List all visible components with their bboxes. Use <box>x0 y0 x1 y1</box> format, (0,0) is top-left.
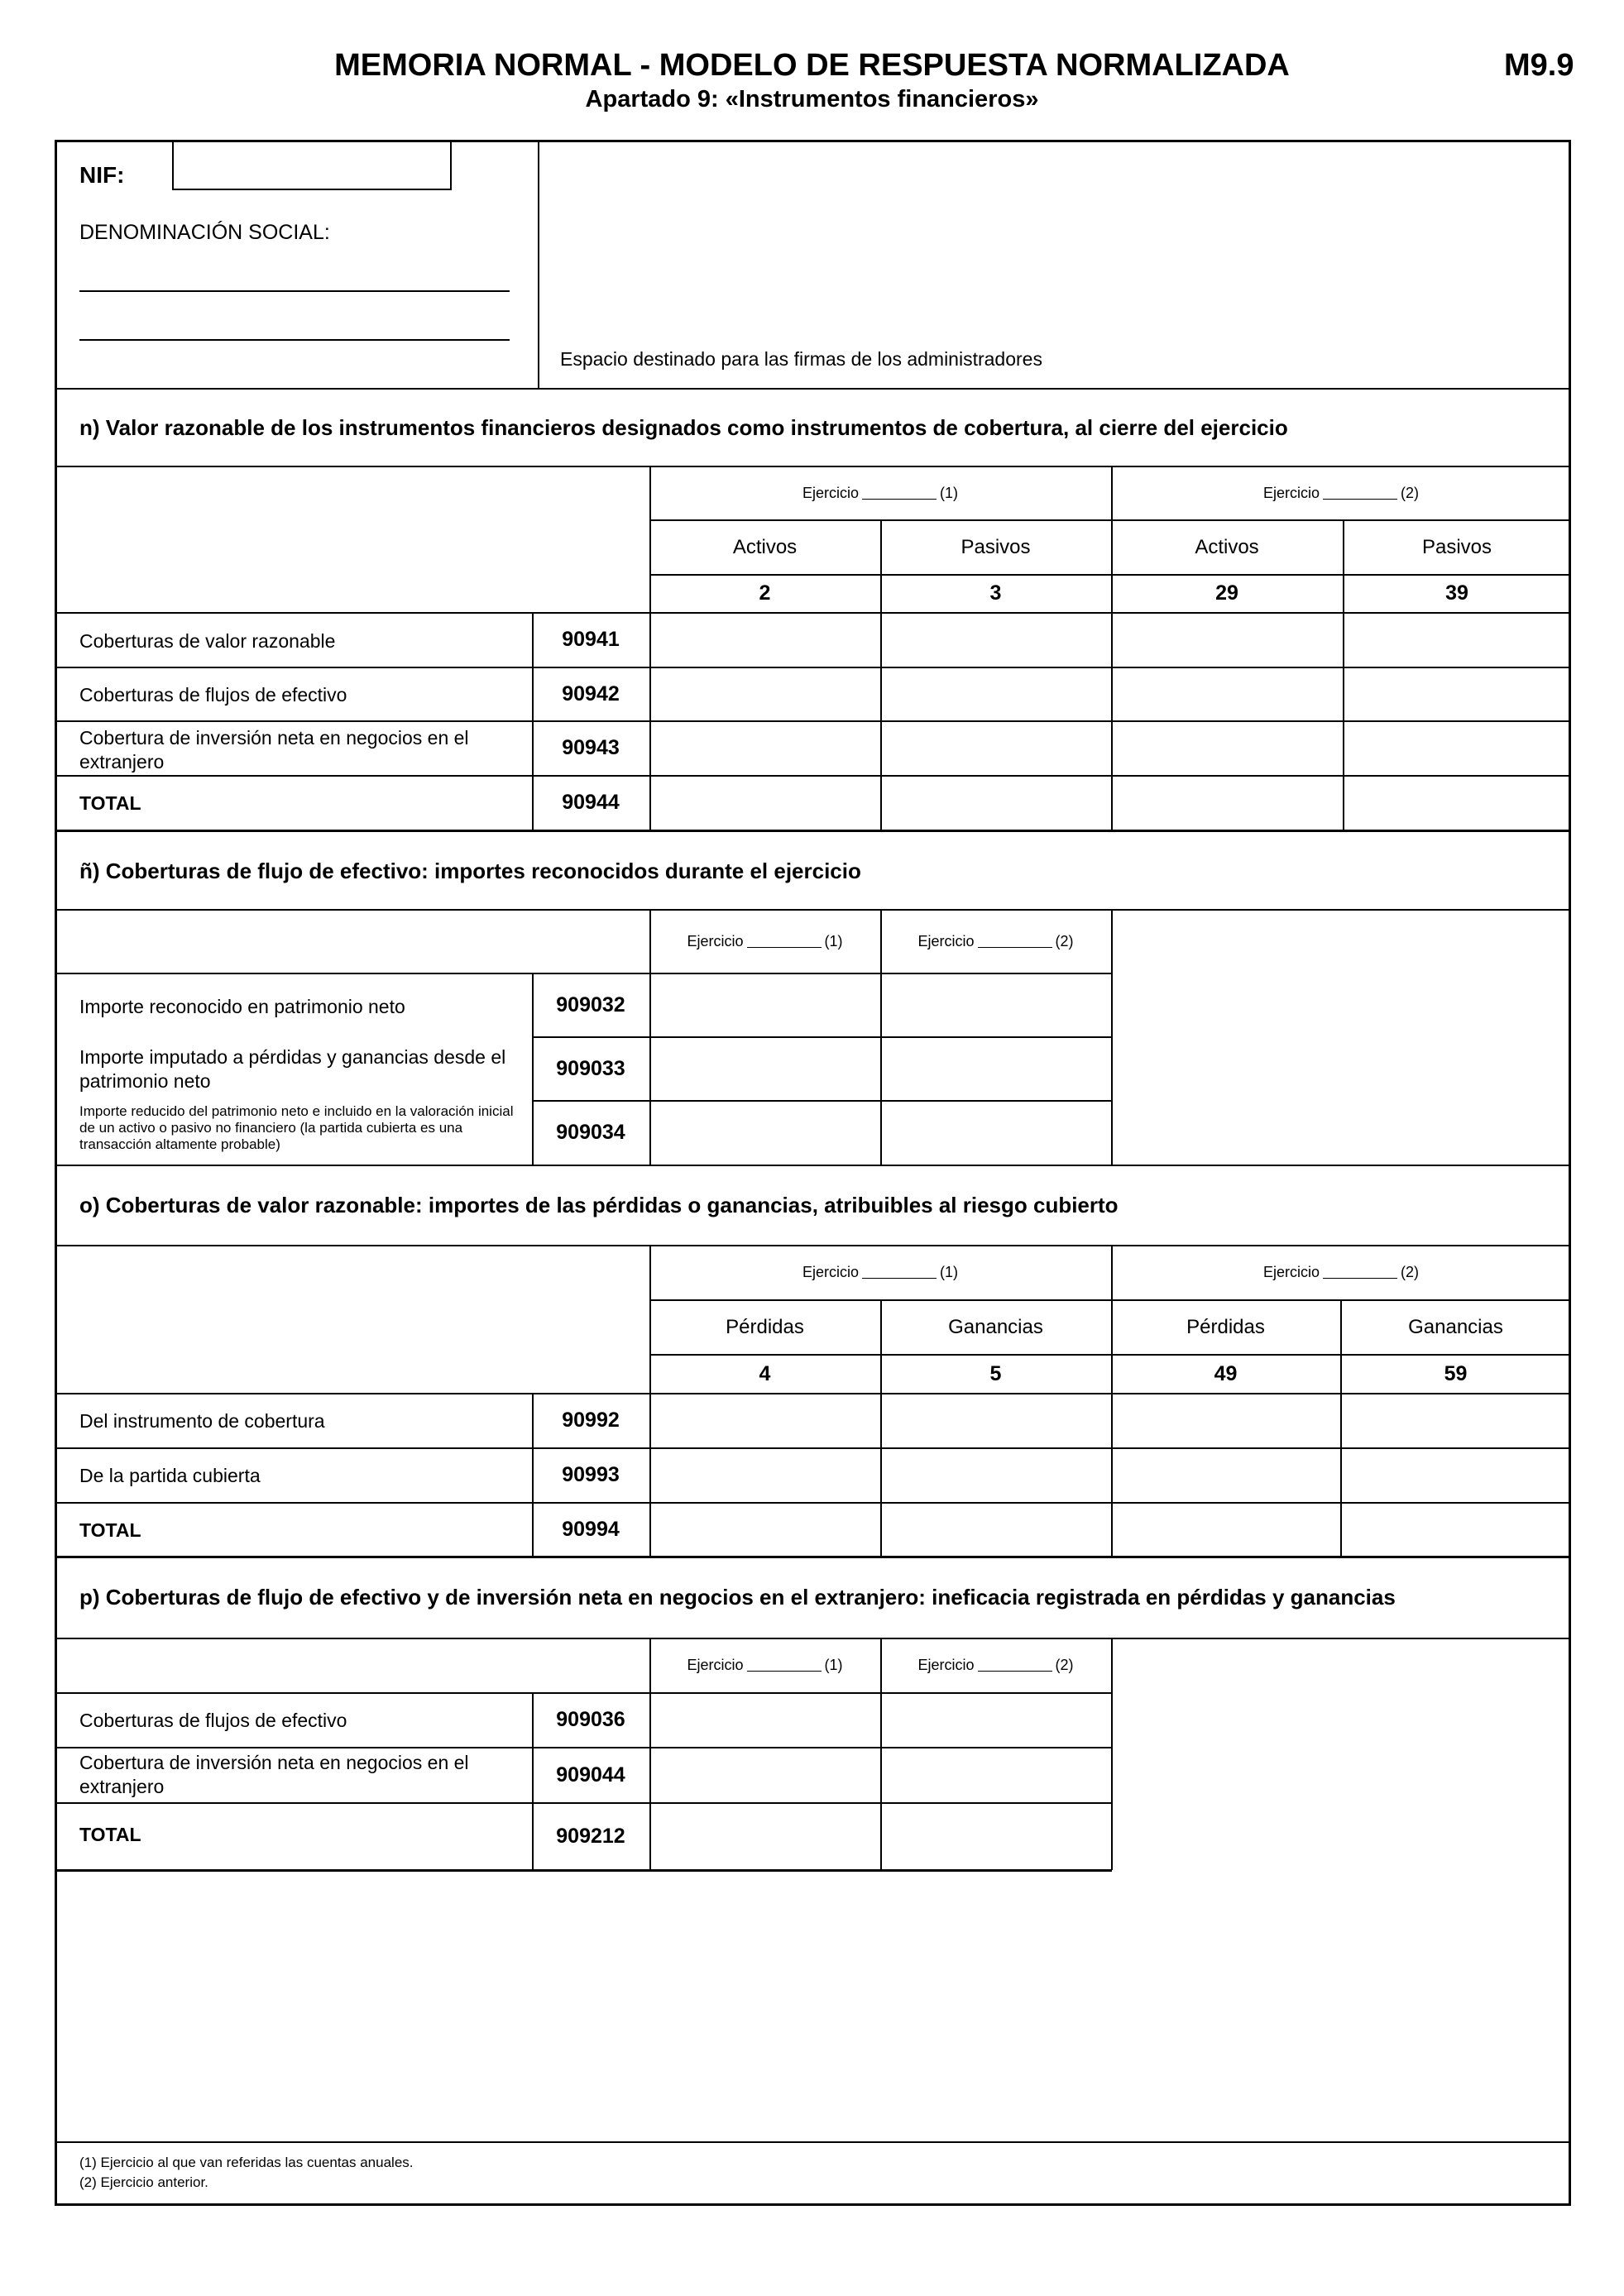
row-code: 90993 <box>562 1463 620 1486</box>
col-code: 2 <box>759 581 771 605</box>
divider <box>55 1165 1571 1166</box>
grid-line <box>1111 1638 1113 1870</box>
ejercicio-1-header: Ejercicio (1) <box>802 484 959 501</box>
nif-field[interactable] <box>172 140 452 190</box>
ejercicio-blank[interactable] <box>1323 1266 1397 1279</box>
row-code: 909033 <box>556 1056 625 1080</box>
section-o-input-grid[interactable] <box>651 1394 1569 1555</box>
col-code: 4 <box>759 1361 771 1385</box>
row-code: 909212 <box>556 1824 625 1848</box>
ejercicio-blank[interactable] <box>978 935 1052 948</box>
ejercicio-blank[interactable] <box>747 935 822 948</box>
footnote-1: (1) Ejercicio al que van referidas las cuentas anuales. <box>79 2155 414 2170</box>
col-code: 3 <box>989 581 1002 605</box>
ejercicio-blank[interactable] <box>747 1659 822 1672</box>
section-o-title: o) Coberturas de valor razonable: importes de las pérdidas o ganancias, atribuibles al riesgo cubierto <box>79 1193 1119 1217</box>
row-label: Del instrumento de cobertura <box>79 1410 325 1432</box>
section-enye-input-grid[interactable] <box>651 974 1110 1164</box>
col-code: 39 <box>1445 581 1468 605</box>
nif-label: NIF: <box>79 162 125 188</box>
denominacion-line-2[interactable] <box>79 339 510 341</box>
ejercicio-blank[interactable] <box>862 1266 937 1279</box>
row-label-total: TOTAL <box>79 792 141 814</box>
col-header: Pasivos <box>961 535 1031 558</box>
ejercicio-2-header: Ejercicio (2) <box>917 1657 1074 1673</box>
row-label: Importe reconocido en patrimonio neto <box>79 996 405 1017</box>
row-code: 90943 <box>562 736 620 759</box>
section-n-title: n) Valor razonable de los instrumentos financieros designados como instrumentos de cobertura, al cierre del ejercicio <box>79 415 1288 440</box>
ejercicio-1-header: Ejercicio (1) <box>687 932 843 949</box>
row-code: 909036 <box>556 1708 625 1731</box>
row-label: Importe imputado a pérdidas y ganancias desde el patrimonio neto <box>79 1046 506 1092</box>
section-enye-title: ñ) Coberturas de flujo de efectivo: importes reconocidos durante el ejercicio <box>79 859 861 883</box>
form-code: M9.9 <box>1504 48 1574 83</box>
ejercicio-2-header: Ejercicio (2) <box>1262 1264 1420 1280</box>
row-code: 90942 <box>562 682 620 706</box>
row-label: Coberturas de flujos de efectivo <box>79 1710 347 1731</box>
col-code: 29 <box>1215 581 1238 605</box>
row-code: 90994 <box>562 1517 620 1541</box>
row-code: 909044 <box>556 1763 625 1787</box>
divider <box>55 388 1571 390</box>
row-code: 909032 <box>556 993 625 1016</box>
row-label: Cobertura de inversión neta en negocios en el extranjero <box>79 727 469 773</box>
divider <box>55 830 1571 832</box>
row-label-total: TOTAL <box>79 1824 141 1845</box>
row-label: Coberturas de valor razonable <box>79 630 336 652</box>
section-p-title: p) Coberturas de flujo de efectivo y de inversión neta en negocios en el extranjero: ineficacia registrada en pérdidas y ganancias <box>79 1585 1396 1610</box>
row-label: De la partida cubierta <box>79 1465 261 1486</box>
row-label-total: TOTAL <box>79 1519 141 1541</box>
col-code: 49 <box>1214 1361 1238 1385</box>
ejercicio-1-header: Ejercicio (1) <box>687 1657 843 1673</box>
divider <box>55 2141 1571 2143</box>
col-header: Activos <box>1195 535 1259 558</box>
row-code: 90944 <box>562 791 620 814</box>
ejercicio-blank[interactable] <box>862 487 937 500</box>
form-frame <box>55 140 1571 2206</box>
section-n-input-grid[interactable] <box>651 614 1569 829</box>
ejercicio-1-header: Ejercicio (1) <box>802 1264 959 1280</box>
id-divider <box>538 141 539 389</box>
page-subtitle: Apartado 9: «Instrumentos financieros» <box>585 86 1039 112</box>
col-header: Activos <box>732 535 798 558</box>
denominacion-line-1[interactable] <box>79 290 510 292</box>
ejercicio-2-header: Ejercicio (2) <box>1262 484 1420 501</box>
row-code: 909034 <box>556 1121 625 1144</box>
col-header: Pérdidas <box>726 1315 804 1338</box>
denominacion-label: DENOMINACIÓN SOCIAL: <box>79 221 330 244</box>
page-title: MEMORIA NORMAL - MODELO DE RESPUESTA NORMALIZADA <box>334 48 1290 83</box>
divider <box>55 1556 1571 1558</box>
row-code: 90941 <box>562 628 620 651</box>
footnote-2: (2) Ejercicio anterior. <box>79 2174 208 2190</box>
signature-note: Espacio destinado para las firmas de los administradores <box>560 348 1042 370</box>
row-label: Importe reducido del patrimonio neto e incluido en la valoración inicial de un activo o pasivo no financiero (la partida cubierta es una transacción altamente probable) <box>79 1103 514 1152</box>
divider <box>55 1869 1112 1872</box>
col-header: Pérdidas <box>1186 1315 1265 1338</box>
section-p-input-grid[interactable] <box>651 1694 1110 1868</box>
ejercicio-2-header: Ejercicio (2) <box>917 932 1074 949</box>
row-label: Coberturas de flujos de efectivo <box>79 684 347 706</box>
ejercicio-blank[interactable] <box>1323 487 1397 500</box>
ejercicio-blank[interactable] <box>978 1659 1052 1672</box>
col-code: 59 <box>1444 1361 1468 1385</box>
row-code: 90992 <box>562 1409 620 1432</box>
row-label: Cobertura de inversión neta en negocios en el extranjero <box>79 1752 469 1797</box>
col-code: 5 <box>989 1361 1002 1385</box>
col-header: Ganancias <box>948 1315 1043 1338</box>
col-header: Ganancias <box>1408 1315 1503 1338</box>
col-header: Pasivos <box>1421 535 1492 558</box>
